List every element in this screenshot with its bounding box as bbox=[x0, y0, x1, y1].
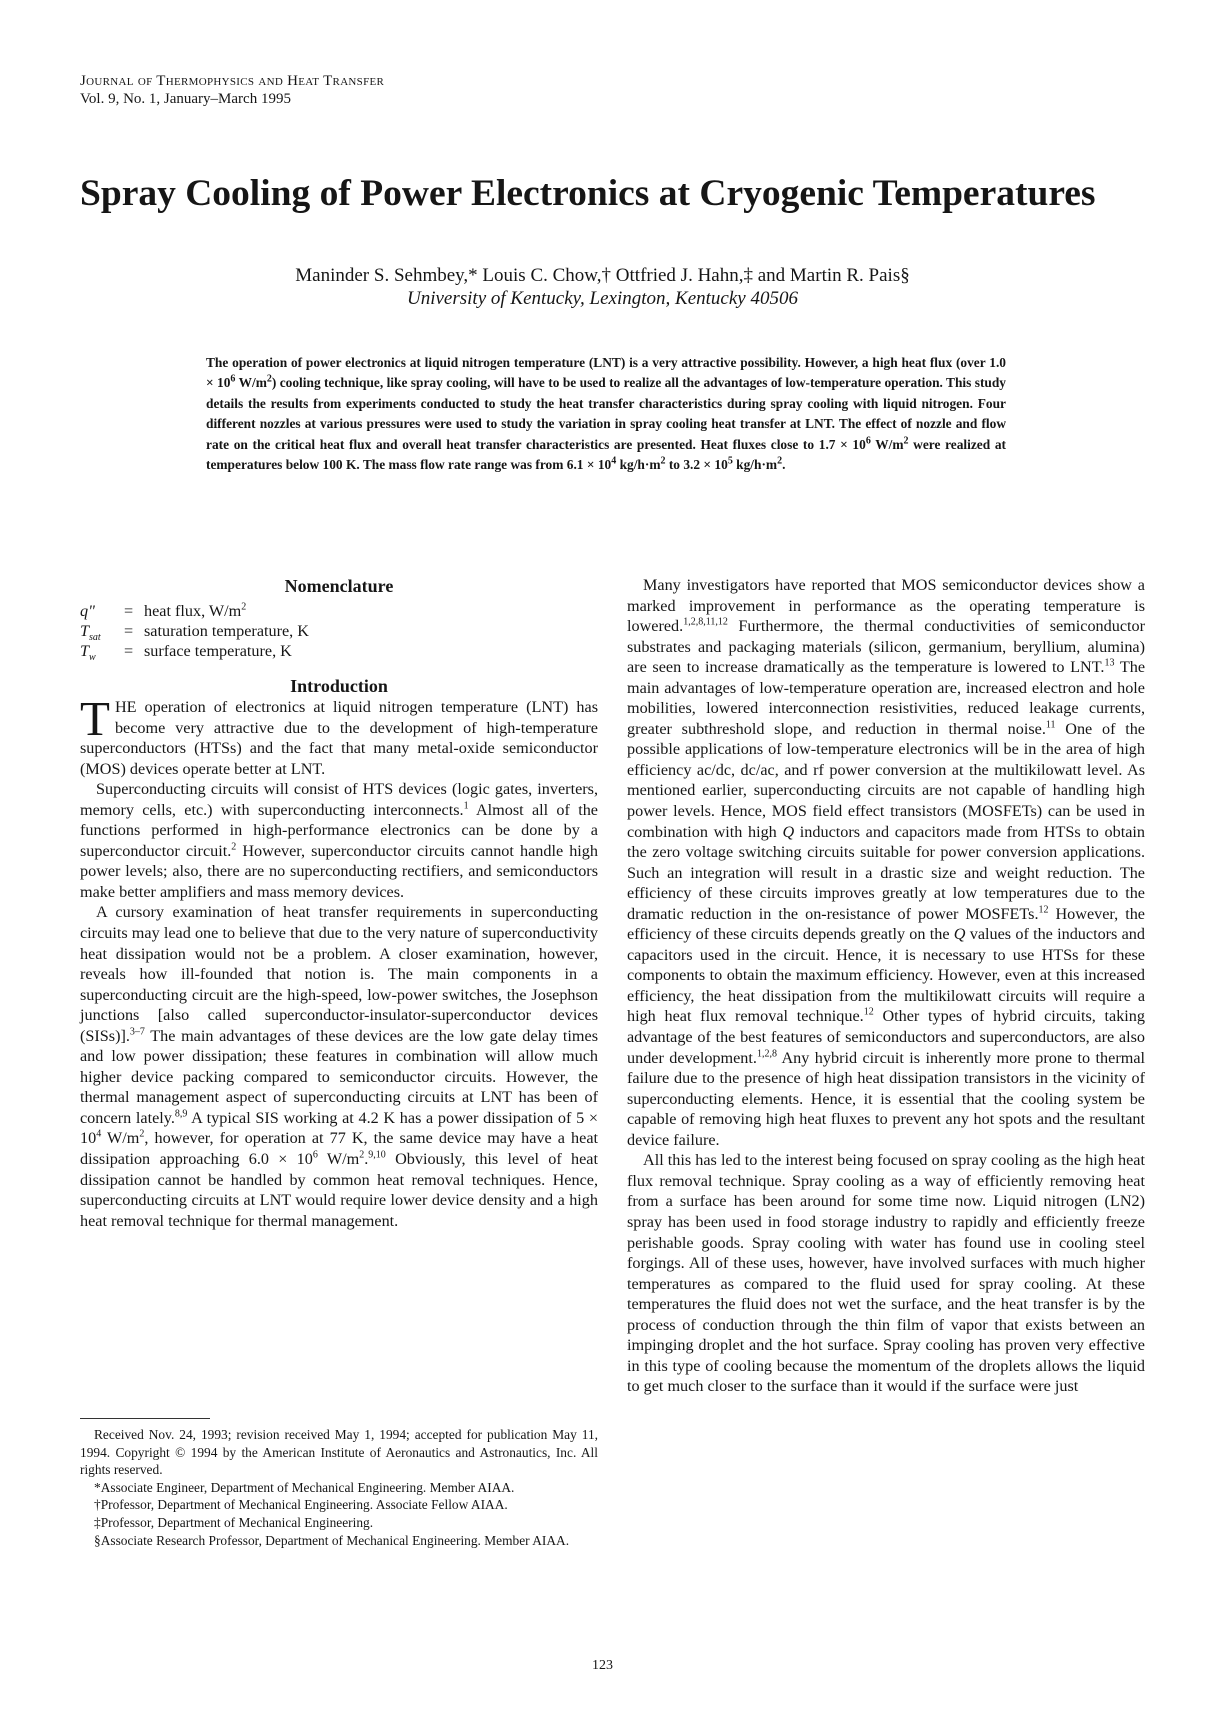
nomenclature-item bbox=[80, 601, 598, 621]
page-number: 123 bbox=[592, 1658, 613, 1673]
abstract: The operation of power electronics at liquid nitrogen temperature (LNT) is a very attractive possibility. However, a high heat flux (over $1.0 \times 10^6$ $W/m^2$) cooling technique, like spray cooling, will have to be used to realize all the advantages of low-temperature operation. This study details the results from experiments conducted to study the heat transfer characteristics during spray cooling with liquid nitrogen. Four different nozzles at various pressures were used to study the variation in spray cooling heat transfer at LNT. The effect of nozzle and flow rate on the critical heat flux and overall heat transfer characteristics are presented. Heat fluxes close to $1.7 \times 10^6$ $W/m^2$ were realized at temperatures below 100 K. The mass flow rate range was from $6.1 \times 10^4$ $kg/h\cdot m^2$ to $3.2 \times 10^5$ $kg/h\cdot m^2$. bbox=[206, 355, 1007, 473]
nomenclature-list bbox=[80, 601, 598, 664]
footnotes bbox=[80, 1426, 598, 1549]
footnote-author-1: *Associate Engineer, Department of Mechanical Engineering. Member AIAA. bbox=[94, 1479, 515, 1495]
journal-header bbox=[80, 72, 384, 108]
author-list: Maninder S. Sehmbey,* Louis C. Chow,† Ottfried J. Hahn,‡ and Martin R. Pais§ bbox=[295, 265, 910, 286]
nomenclature-heading: Nomenclature bbox=[284, 576, 394, 596]
footnote-author-4: §Associate Research Professor, Department of Mechanical Engineering. Member AIAA. bbox=[94, 1532, 570, 1548]
nomenclature-symbol: $T_{sat}$ bbox=[80, 622, 101, 644]
nomenclature-item bbox=[80, 641, 598, 664]
author-affiliation: University of Kentucky, Lexington, Kentucky 40506 bbox=[407, 288, 798, 309]
footnote-author-3: ‡Professor, Department of Mechanical Engineering. bbox=[94, 1514, 374, 1530]
right-column bbox=[627, 575, 1145, 1397]
left-column bbox=[80, 575, 598, 1231]
footnote-received: Received Nov. 24, 1993; revision received May 1, 1994; accepted for publication May 11, 1994. Copyright © 1994 by the American Institute of Aeronautics and Astronautics, Inc. All rights reserved. bbox=[80, 1427, 598, 1478]
nomenclature-definition: saturation temperature, K bbox=[144, 622, 309, 640]
intro-paragraph-1: THE operation of electronics at liquid nitrogen temperature (LNT) has become very attractive due to the development of high-temperature superconductors (HTSs) and the fact that many metal-oxide semiconductor (MOS) devices operate better at LNT. bbox=[80, 691, 598, 778]
journal-name: Journal of Thermophysics and Heat Transfer bbox=[80, 73, 385, 89]
body-paragraph-2: All this has led to the interest being focused on spray cooling as the high heat flux removal technique. Spray cooling as a way of efficiently removing heat from a surface has been around for some time now. Liquid nitrogen (LN2) spray has been used in food storage industry to rapidly and efficiently freeze perishable goods. Spray cooling with water has found use in cooling steel forgings. All of these uses, however, have involved surfaces with much higher temperatures as compared to the fluid used for spray cooling. At these temperatures the fluid does not wet the surface, and the heat transfer is by the process of conduction through the thin film of vapor that exists between an impinging droplet and the hot surface. Spray cooling has proven very effective in this type of cooling because the momentum of the droplets allows the liquid to get much closer to the surface than it would if the surface were just bbox=[627, 1151, 1145, 1396]
nomenclature-equals: = bbox=[124, 602, 134, 620]
drop-cap: T bbox=[80, 691, 110, 746]
nomenclature-definition: surface temperature, K bbox=[144, 642, 292, 660]
paper-title: Spray Cooling of Power Electronics at Cryogenic Temperatures bbox=[80, 173, 1096, 214]
nomenclature-item bbox=[80, 621, 598, 644]
body-paragraph-1: Many investigators have reported that MOS semiconductor devices show a marked improvement in performance as the operating temperature is lowered.$^{1,2,8,11,12}$ Furthermore, the thermal conductivities of semiconductor substrates and packaging materials (silicon, germanium, beryllium, alumina) are seen to increase dramatically as the temperature is lowered to LNT.$^{13}$ The main advantages of low-temperature operation are, increased electron and hole mobilities, lowered interconnection resistivities, reduced leakage currents, greater subthreshold slope, and reduction in thermal noise.$^{11}$ One of the possible applications of low-temperature electronics will be in the area of high efficiency ac/dc, dc/ac, and rf power conversion at the multikilowatt level. As mentioned earlier, superconducting circuits are not capable of handling high power levels. Hence, MOS field effect transistors (MOSFETs) can be used in combination with high Q inductors and capacitors made from HTSs to obtain the zero voltage switching circuits suitable for power conversion applications. Such an integration will result in a drastic size and weight reduction. The efficiency of these circuits improves greatly at low temperatures due to the dramatic reduction in the on-resistance of power MOSFETs.$^{12}$ However, the efficiency of these circuits depends greatly on the Q values of the inductors and capacitors used in the circuit. Hence, it is necessary to use HTSs for these components to obtain the maximum efficiency. However, even at this increased efficiency, the heat dissipation from the multikilowatt circuits will require a high heat flux removal technique.$^{12}$ Other types of hybrid circuits, taking advantage of the best features of semiconductors and superconductors, are also under development.$^{1,2,8}$ Any hybrid circuit is inherently more prone to thermal failure due to the presence of high heat dissipation transistors in the vicinity of superconducting elements. Hence, it is essential that the cooling system be capable of removing high heat fluxes to prevent any hot spots and the resultant device failure. bbox=[627, 576, 1146, 1149]
footnote-rule bbox=[80, 1418, 210, 1419]
intro-paragraph-3: A cursory examination of heat transfer requirements in superconducting circuits may lead one to believe that due to the very nature of superconductivity heat dissipation would not be a problem. A closer examination, however, reveals how ill-founded that notion is. The main components in a superconducting circuit are the high-speed, low-power switches, the Josephson junctions [also called superconductor-insulator-superconductor devices (SISs)].$^{3-7}$ The main advantages of these devices are the low gate delay times and low power dissipation; these features in combination will allow much higher device packing compared to semiconductor circuits. However, the thermal management aspect of superconducting circuits at LNT has been of concern lately.$^{8,9}$ A typical SIS working at 4.2 K has a power dissipation of $5 \times 10^4$ $W/m^2$, however, for operation at 77 K, the same device may have a heat dissipation approaching $6.0 \times 10^6$ $W/m^2.^{9,10}$ Obviously, this level of heat dissipation cannot be handled by common heat removal techniques. Hence, superconducting circuits at LNT would require lower device density and a high heat removal technique for thermal management. bbox=[80, 903, 598, 1230]
nomenclature-definition: heat flux, $W/m^2$ bbox=[144, 601, 247, 620]
nomenclature-equals: = bbox=[124, 642, 134, 660]
nomenclature-symbol: q" bbox=[80, 602, 95, 620]
nomenclature-symbol: $T_w$ bbox=[80, 642, 96, 664]
journal-volume: Vol. 9, No. 1, January–March 1995 bbox=[80, 91, 291, 107]
footnote-author-2: †Professor, Department of Mechanical Engineering. Associate Fellow AIAA. bbox=[94, 1497, 508, 1513]
intro-paragraph-2: Superconducting circuits will consist of HTS devices (logic gates, inverters, memory cells, etc.) with superconducting interconnects.$^1$ Almost all of the functions performed in high-performance electronics can be done by a superconductor circuit.$^2$ However, superconductor circuits cannot handle high power levels; also, there are no superconducting rectifiers, and semiconductors make better amplifiers and mass memory devices. bbox=[80, 780, 598, 901]
introduction-heading: Introduction bbox=[290, 676, 388, 696]
nomenclature-equals: = bbox=[124, 622, 134, 640]
